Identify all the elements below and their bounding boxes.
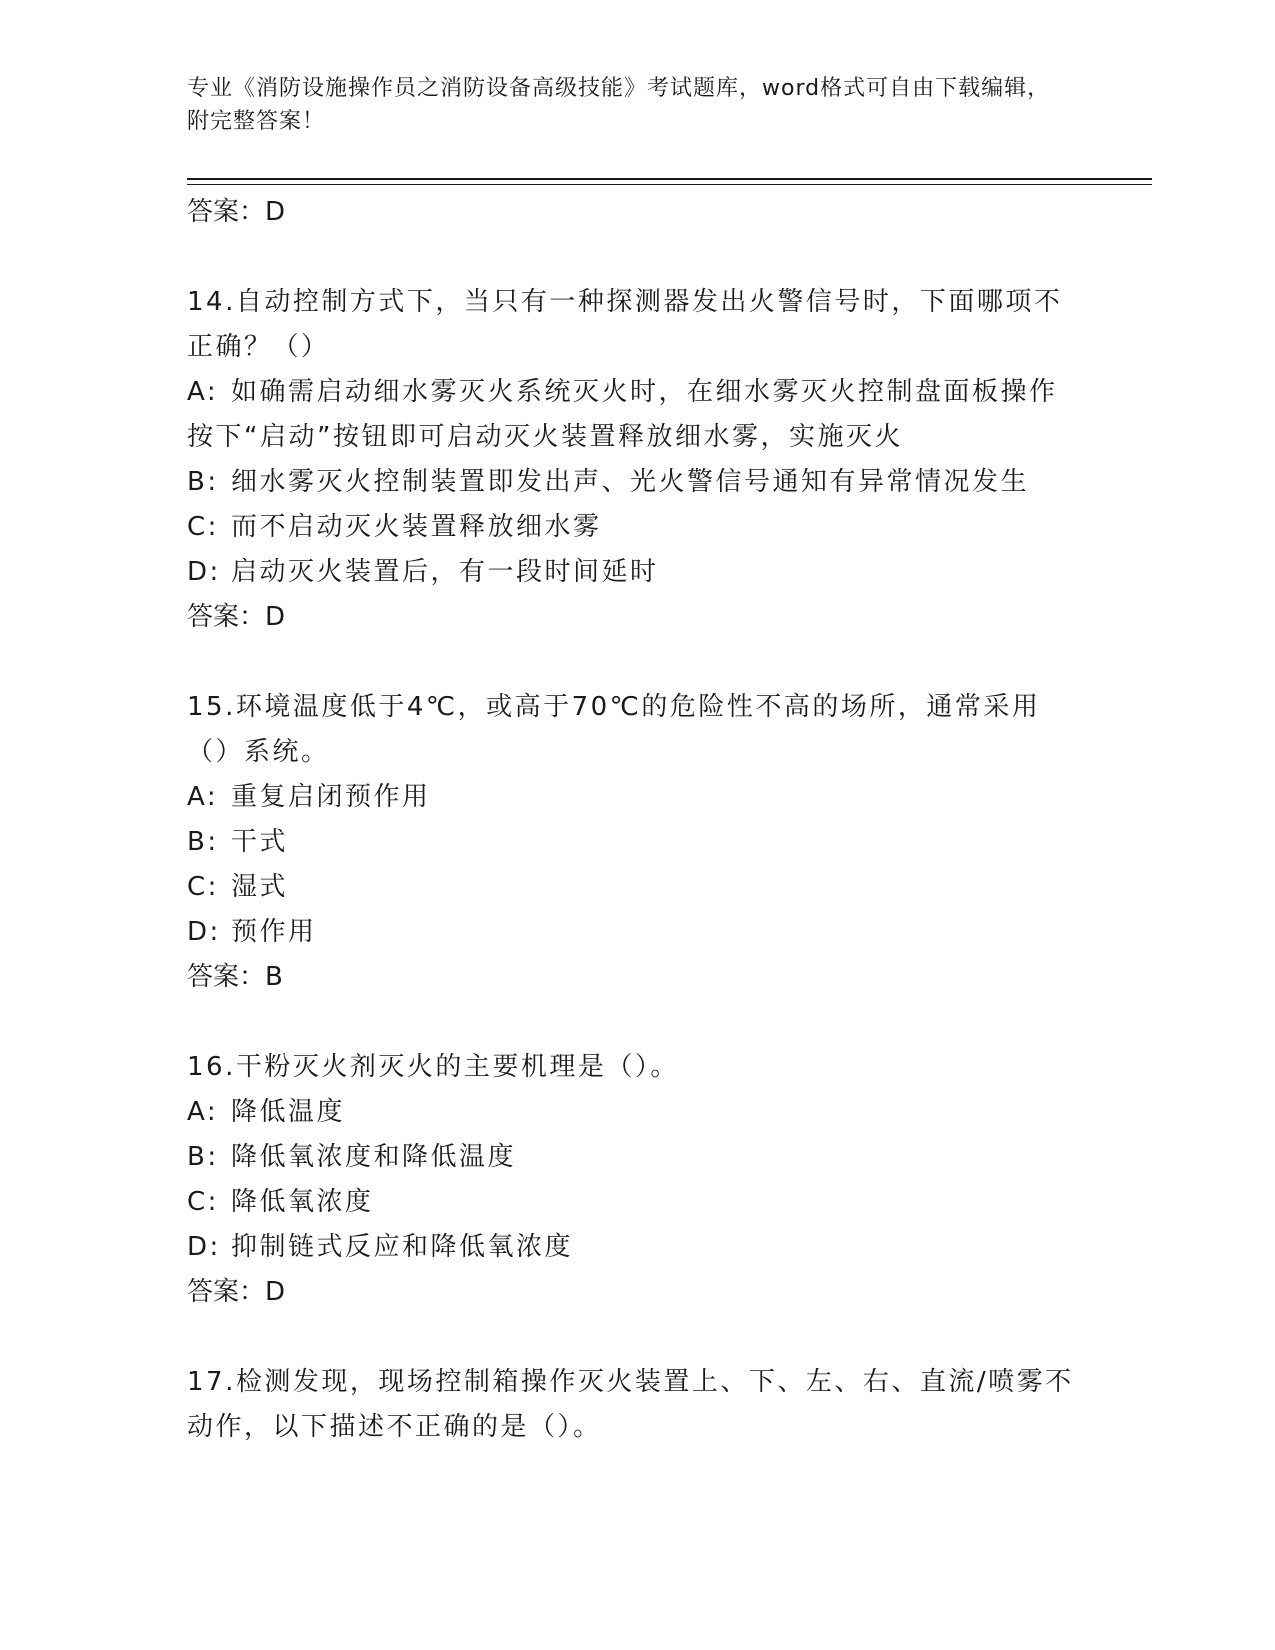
option-text: 预作用 [231, 917, 317, 947]
option-text: 启动灭火装置后，有一段时间延时 [231, 557, 659, 587]
question-text: 14.自动控制方式下，当只有一种探测器发出火警信号时，下面哪项不正确？（） [187, 287, 1063, 362]
answer-line: 答案：D [187, 1277, 286, 1307]
answer-line: 答案：B [187, 962, 283, 992]
option-key: B: [187, 1142, 219, 1172]
option-key: D: [187, 1232, 221, 1262]
option-text: 干式 [231, 827, 289, 857]
question-block [187, 1045, 1077, 1314]
option-d [187, 1225, 1077, 1270]
option-key: D: [187, 557, 221, 587]
option-text: 降低氧浓度和降低温度 [231, 1142, 517, 1172]
option-key: A: [187, 377, 219, 407]
option-a [187, 370, 1077, 460]
option-c [187, 865, 1077, 910]
option-text: 降低温度 [231, 1097, 346, 1127]
option-a [187, 1090, 1077, 1135]
option-b [187, 820, 1077, 865]
option-c [187, 1180, 1077, 1225]
option-text: 湿式 [231, 872, 289, 902]
document-header: 专业《消防设施操作员之消防设备高级技能》考试题库，word格式可自由下载编辑，附完整答案！ [187, 76, 1051, 134]
question-text: 15.环境温度低于4℃，或高于70℃的危险性不高的场所，通常采用（）系统。 [187, 692, 1041, 767]
option-b [187, 460, 1077, 505]
option-key: D: [187, 917, 221, 947]
option-key: B: [187, 827, 219, 857]
answer-line: 答案：D [187, 602, 286, 632]
option-a [187, 775, 1077, 820]
option-key: A: [187, 782, 219, 812]
option-key: C: [187, 1187, 219, 1217]
option-c [187, 505, 1077, 550]
option-key: C: [187, 512, 219, 542]
option-text: 而不启动灭火装置释放细水雾 [231, 512, 602, 542]
option-text: 重复启闭预作用 [231, 782, 431, 812]
option-text: 抑制链式反应和降低氧浓度 [231, 1232, 574, 1262]
option-key: A: [187, 1097, 219, 1127]
option-b [187, 1135, 1077, 1180]
question-text: 16.干粉灭火剂灭火的主要机理是（）。 [187, 1052, 679, 1082]
option-d [187, 550, 1077, 595]
header-rule-thin [187, 184, 1152, 185]
question-block [187, 280, 1077, 639]
question-text: 17.检测发现，现场控制箱操作灭火装置上、下、左、右、直流/喷雾不动作，以下描述不正确的是（）。 [187, 1367, 1074, 1442]
option-text: 降低氧浓度 [231, 1187, 374, 1217]
header-rule-thick [187, 178, 1152, 180]
question-block [187, 1360, 1077, 1450]
question-list [187, 190, 1077, 1450]
question-block [187, 685, 1077, 999]
option-text: 如确需启动细水雾灭火系统灭火时，在细水雾灭火控制盘面板操作按下“启动”按钮即可启动灭火装置释放细水雾，实施灭火 [187, 377, 1058, 452]
answer-line: 答案：D [187, 197, 286, 227]
option-key: C: [187, 872, 219, 902]
option-key: B: [187, 467, 219, 497]
option-text: 细水雾灭火控制装置即发出声、光火警信号通知有异常情况发生 [231, 467, 1030, 497]
option-d [187, 910, 1077, 955]
